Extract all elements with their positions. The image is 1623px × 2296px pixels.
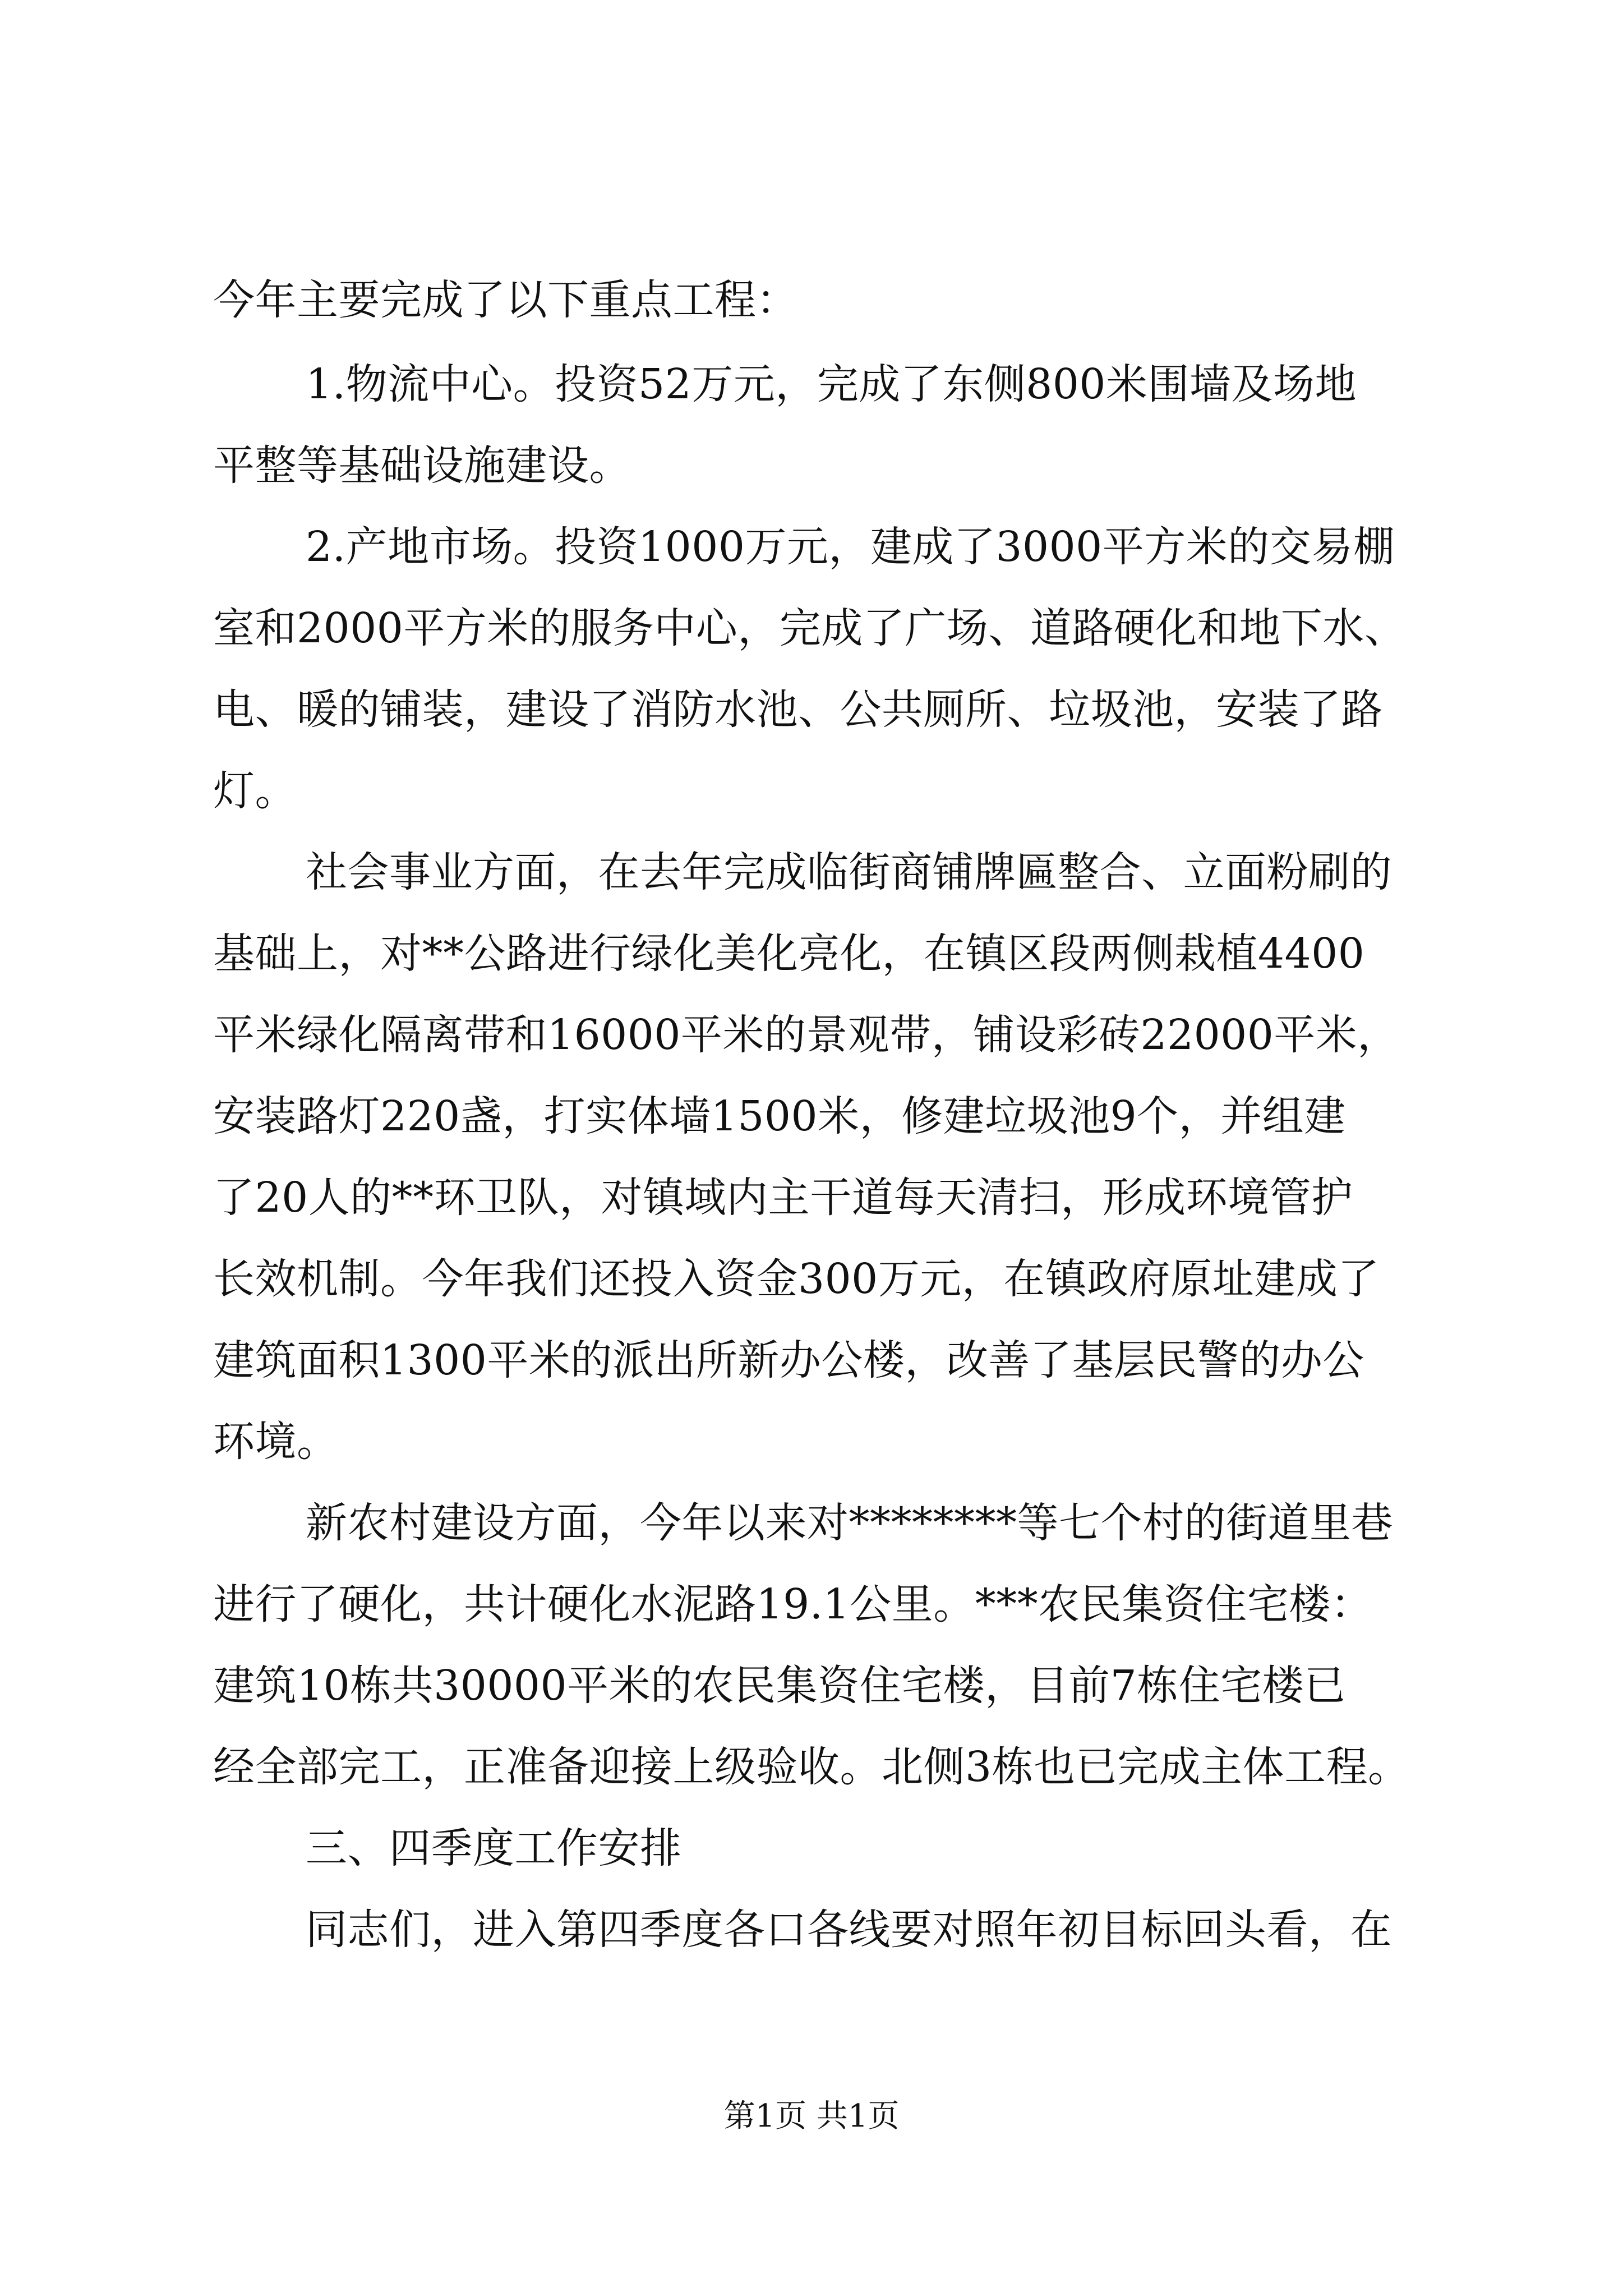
text-line: 平整等基础设施建设。 (213, 441, 631, 490)
text-line: 安装路灯220盏，打实体墙1500米，修建垃圾池9个，并组建 (213, 1092, 1346, 1140)
text-line: 平米绿化隔离带和16000平米的景观带，铺设彩砖22000平米， (213, 1011, 1399, 1059)
text-line: 同志们，进入第四季度各口各线要对照年初目标回头看，在 (306, 1906, 1392, 1954)
page-footer: 第1页 共1页 (723, 2098, 900, 2134)
text-line: 2.产地市场。投资1000万元，建成了3000平方米的交易棚 (306, 523, 1395, 571)
text-line: 进行了硬化，共计硬化水泥路19.1公里。***农民集资住宅楼： (213, 1580, 1373, 1628)
text-line: 灯。 (213, 767, 297, 815)
text-line: 今年主要完成了以下重点工程： (213, 276, 798, 324)
text-line: 环境。 (213, 1418, 339, 1466)
text-line: 新农村建设方面，今年以来对********等七个村的街道里巷 (306, 1499, 1393, 1547)
text-line: 了20人的**环卫队，对镇域内主干道每天清扫，形成环境管护 (213, 1174, 1353, 1222)
text-line: 经全部完工，正准备迎接上级验收。北侧3栋也已完成主体工程。 (213, 1743, 1410, 1791)
text-line: 基础上，对**公路进行绿化美化亮化，在镇区段两侧栽植4400 (213, 930, 1365, 978)
text-line: 建筑面积1300平米的派出所新办公楼，改善了基层民警的办公 (213, 1336, 1364, 1384)
text-line: 建筑10栋共30000平米的农民集资住宅楼，目前7栋住宅楼已 (213, 1662, 1346, 1710)
text-line: 长效机制。今年我们还投入资金300万元，在镇政府原址建成了 (213, 1255, 1380, 1303)
text-line: 室和2000平方米的服务中心，完成了广场、道路硬化和地下水、 (213, 604, 1407, 652)
text-line: 电、暖的铺装，建设了消防水池、公共厕所、垃圾池，安装了路 (213, 685, 1383, 734)
text-line: 社会事业方面，在去年完成临街商铺牌匾整合、立面粉刷的 (306, 848, 1392, 896)
text-line: 1.物流中心。投资52万元，完成了东侧800米围墙及场地 (306, 360, 1357, 408)
section-heading: 三、四季度工作安排 (306, 1824, 682, 1872)
